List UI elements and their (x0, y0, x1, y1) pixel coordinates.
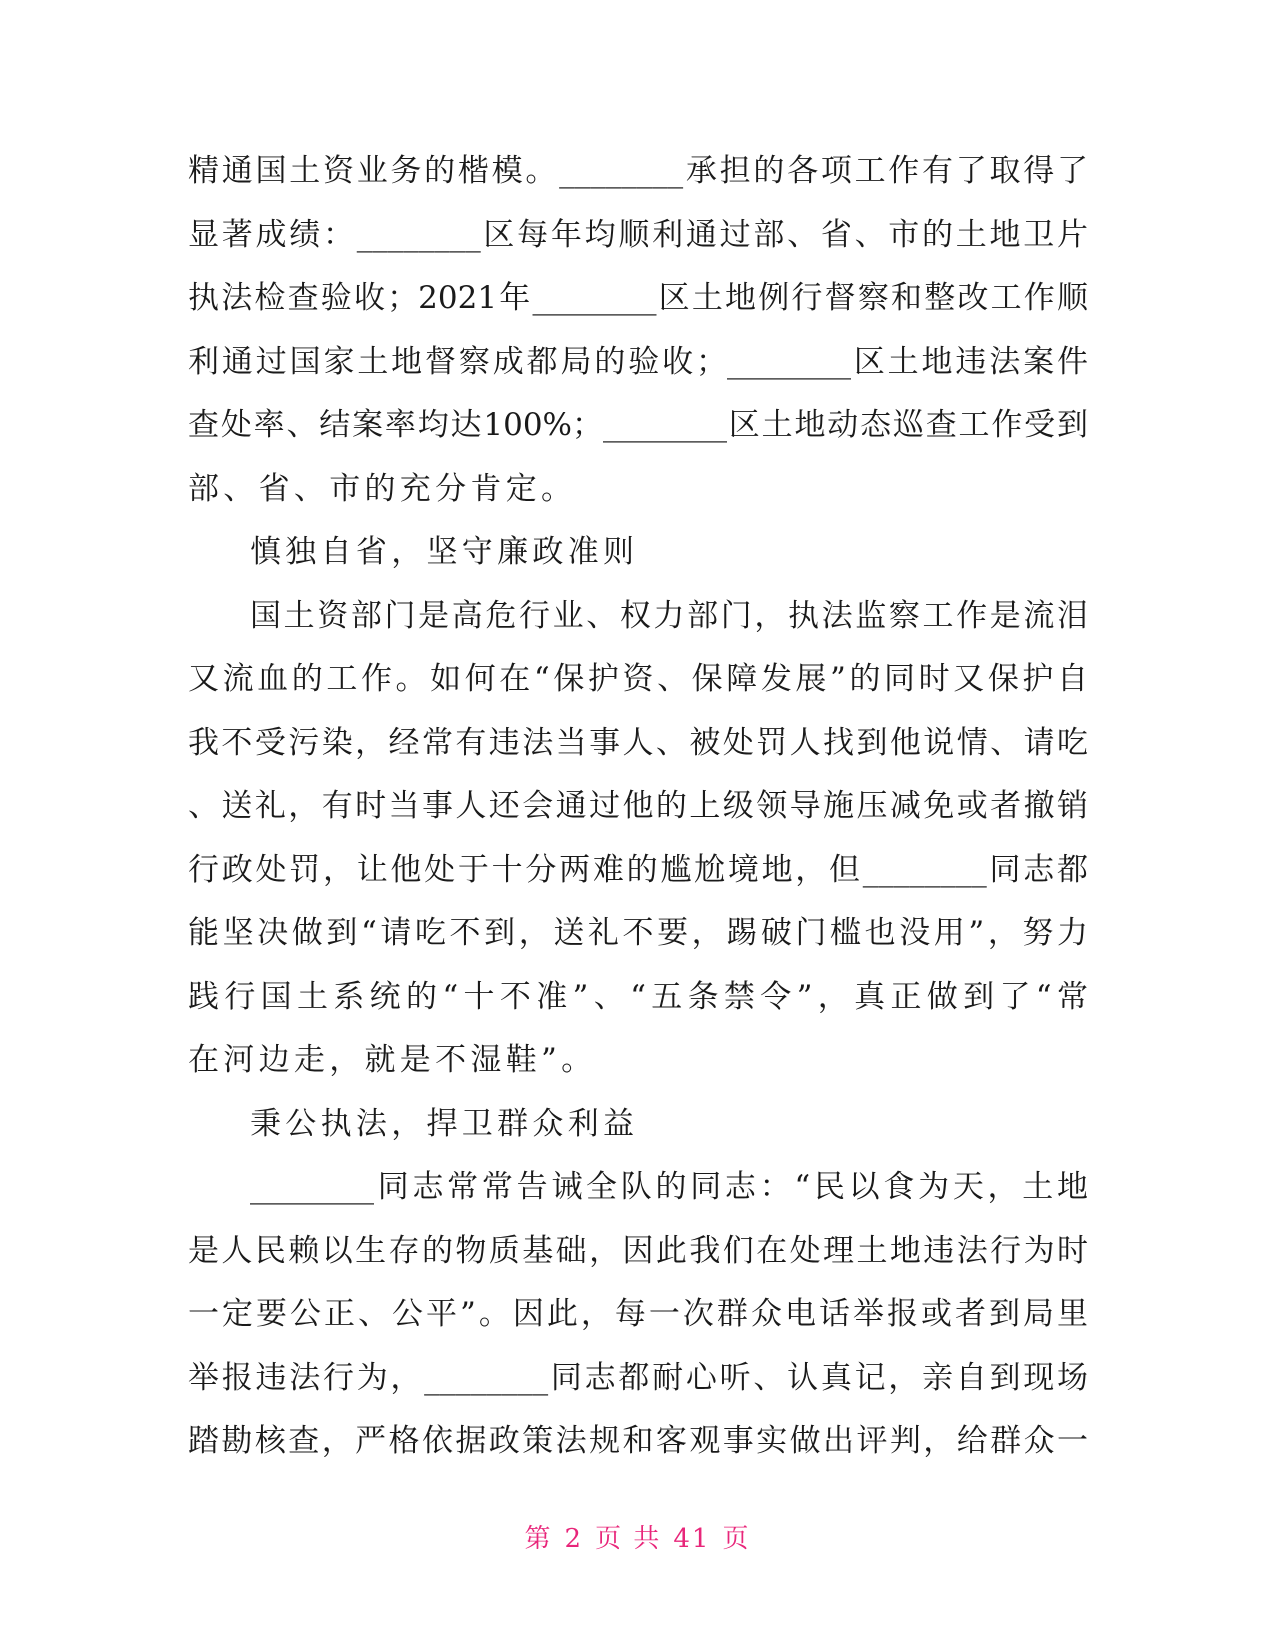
text-line: 国土资部门是高危行业、权力部门，执法监察工作是流泪 (250, 597, 1088, 634)
text-line: 踏勘核查，严格依据政策法规和客观事实做出评判，给群众一 (188, 1423, 1088, 1459)
section-heading: 秉公执法，捍卫群众利益 (250, 1105, 639, 1142)
footer-middle: 页 共 (595, 1524, 662, 1554)
footer-suffix: 页 (722, 1524, 751, 1554)
text-line: 我不受污染，经常有违法当事人、被处罚人找到他说情、请吃 (188, 724, 1088, 761)
text-line: 显著成绩：________区每年均顺利通过部、省、市的土地卫片 (188, 216, 1088, 253)
text-line: 、送礼，有时当事人还会通过他的上级领导施压减免或者撤销 (188, 788, 1088, 824)
text-line: 是人民赖以生存的物质基础，因此我们在处理土地违法行为时 (188, 1232, 1088, 1269)
text-line: 利通过国家土地督察成都局的验收；________区土地违法案件 (188, 343, 1088, 380)
text-line: 一定要公正、公平”。因此，每一次群众电话举报或者到局里 (188, 1296, 1088, 1332)
text-line: 举报违法行为，________同志都耐心听、认真记，亲自到现场 (188, 1359, 1088, 1396)
text-line: 行政处罚，让他处于十分两难的尴尬境地，但________同志都 (188, 851, 1088, 888)
text-line: 又流血的工作。如何在“保护资、保障发展”的同时又保护自 (188, 661, 1088, 697)
footer-total-pages: 41 (673, 1524, 711, 1554)
document-body (188, 140, 1088, 1474)
text-line: ________同志常常告诫全队的同志：“民以食为天，土地 (250, 1169, 1088, 1205)
section-heading: 慎独自省，坚守廉政准则 (250, 534, 639, 570)
text-line: 能坚决做到“请吃不到，送礼不要，踢破门槛也没用”，努力 (188, 915, 1088, 951)
text-line: 精通国土资业务的楷模。________承担的各项工作有了取得了 (188, 153, 1088, 189)
footer-prefix: 第 (524, 1524, 553, 1554)
text-line: 执法检查验收；2021年________区土地例行督察和整改工作顺 (188, 280, 1088, 316)
text-line: 部、省、市的充分肯定。 (188, 470, 577, 507)
text-line: 查处率、结案率均达100%；________区土地动态巡查工作受到 (188, 407, 1088, 443)
page-footer (0, 1518, 1275, 1555)
text-line: 在河边走，就是不湿鞋”。 (188, 1042, 597, 1078)
footer-page-number: 2 (564, 1524, 584, 1554)
text-line: 践行国土系统的“十不准”、“五条禁令”，真正做到了“常 (188, 978, 1088, 1015)
